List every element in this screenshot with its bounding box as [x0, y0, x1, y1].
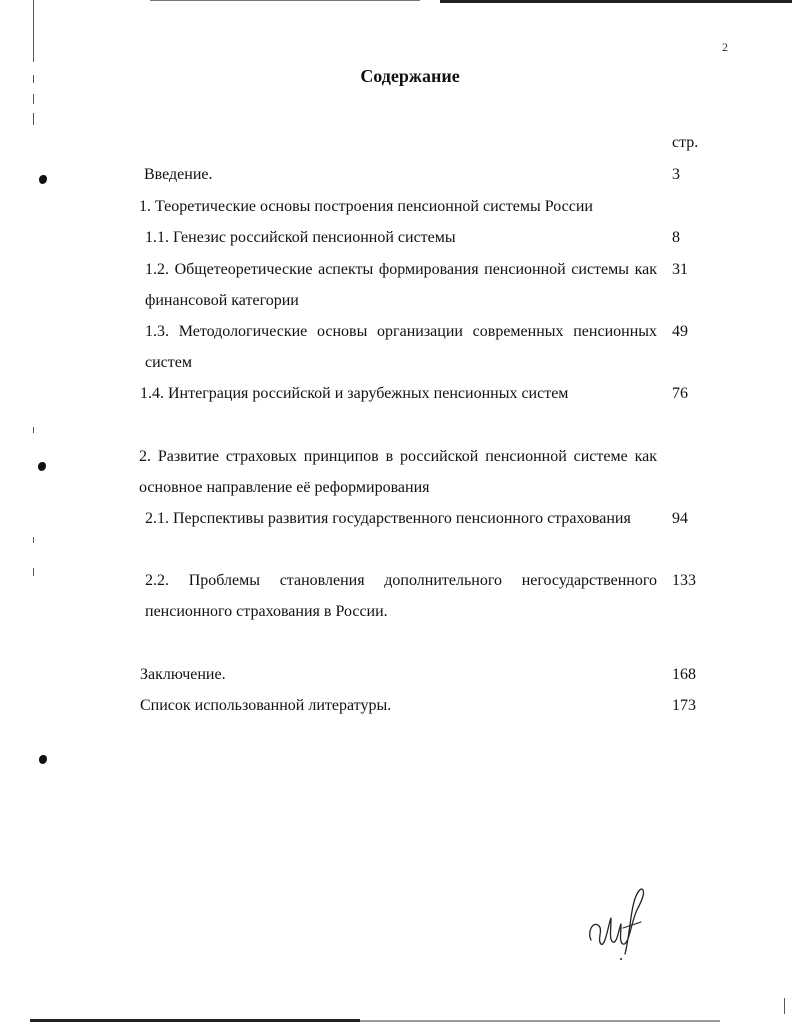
scan-left-mark [33, 568, 34, 576]
scan-left-mark [33, 427, 34, 433]
toc-entry: Введение. [144, 166, 213, 183]
scan-top-left-edge [150, 0, 420, 1]
signature [585, 882, 655, 962]
toc-page-ref: 94 [672, 510, 688, 527]
binder-hole-mark [39, 755, 47, 764]
toc-page-ref: 3 [672, 166, 680, 183]
toc-page-ref: 31 [672, 261, 688, 278]
page-column-header: стр. [672, 134, 699, 151]
toc-page-ref: 49 [672, 323, 688, 340]
toc-entry: 2.1. Перспективы развития государственного пенсионного страхования [145, 510, 631, 527]
toc-entry: Список использованной литературы. [140, 697, 392, 714]
scan-bottom-edge [30, 1019, 360, 1022]
binder-hole-mark [39, 175, 47, 184]
toc-entry: 1.2. Общетеоретические аспекты формирования пенсионной системы как финансовой категории [145, 261, 657, 309]
toc-entry: 2.2. Проблемы становления дополнительного негосударственного пенсионного страхования в России. [145, 572, 657, 620]
toc-entry: Заключение. [140, 666, 226, 683]
binder-hole-mark [38, 462, 46, 471]
toc-entry: 1.3. Методологические основы организации современных пенсионных систем [145, 323, 657, 371]
scan-left-mark [33, 94, 34, 104]
scan-left-mark [33, 537, 34, 543]
toc-page-ref: 8 [672, 229, 680, 246]
toc-page-ref: 76 [672, 385, 688, 402]
toc-entry: 1.1. Генезис российской пенсионной системы [145, 229, 456, 246]
toc-entry: 1.4. Интеграция российской и зарубежных пенсионных систем [140, 385, 569, 402]
toc-section-heading: 2. Развитие страховых принципов в российской пенсионной системе как основное направление её реформирования [139, 448, 657, 496]
scan-left-margin-line [33, 0, 34, 62]
toc-section-heading: 1. Теоретические основы построения пенсионной системы России [139, 198, 593, 215]
toc-page-ref: 133 [672, 572, 696, 589]
page-number: 2 [722, 40, 728, 54]
toc-page-ref: 173 [672, 697, 696, 714]
scan-top-edge [440, 0, 792, 3]
toc-page-ref: 168 [672, 666, 696, 683]
scan-bottom-edge-faint [360, 1020, 720, 1022]
page-title: Содержание [360, 66, 460, 86]
scan-right-mark [784, 998, 785, 1014]
scan-left-mark [33, 113, 34, 125]
